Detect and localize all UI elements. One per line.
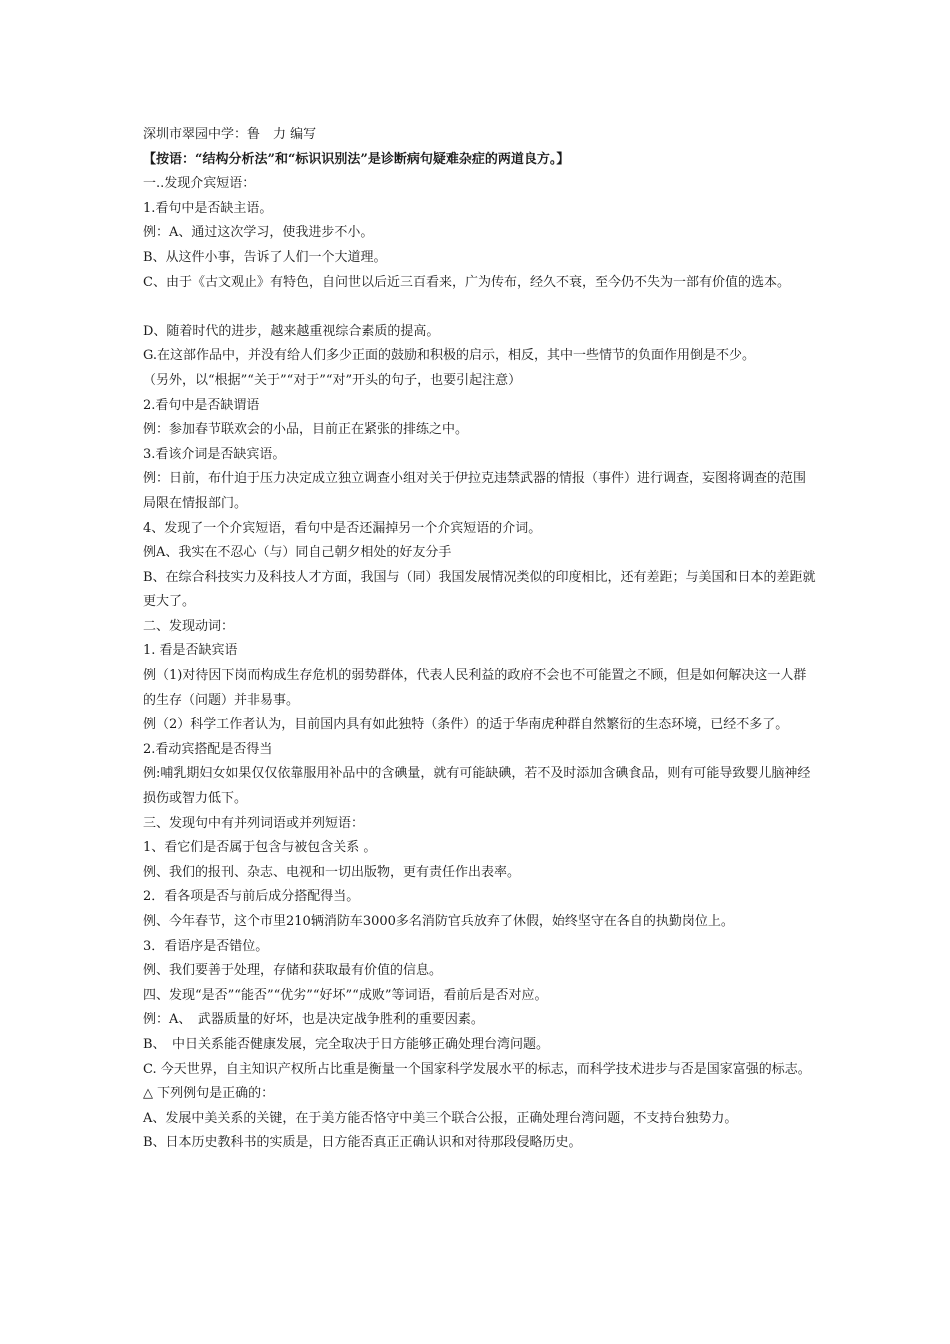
s2-point-2-title: 2.看动宾搭配是否得当 xyxy=(143,741,273,757)
editor-note: 【按语：“结构分析法”和“标识识别法”是诊断病句疑难杂症的两道良方。】 xyxy=(143,151,570,167)
s3-point-1-example: 例、我们的报刊、杂志、电视和一切出版物，更有责任作出表率。 xyxy=(143,864,521,880)
s3-point-2-example: 例、今年春节，这个市里210辆消防车3000多名消防官兵放弃了休假，始终坚守在各自的执勤岗位上。 xyxy=(143,914,734,929)
section-4-heading: 四、发现“是否”“能否”“优劣”“好坏”“成败”等词语，看前后是否对应。 xyxy=(143,987,548,1003)
s1-point-4-example-b: B、在综合科技实力及科技人才方面，我国与（同）我国发展情况类似的印度相比，还有差距；与美国和日本的差距就更大了。 xyxy=(143,569,816,610)
s4-example-c: C. 今天世界，自主知识产权所占比重是衡量一个国家科学发展水平的标志，而科学技术进步与否是国家富强的标志。 xyxy=(143,1061,811,1077)
s2-point-2-example: 例:哺乳期妇女如果仅仅依靠服用补品中的含碘量，就有可能缺碘，若不及时添加含碘食品，则有可能导致婴儿脑神经损伤或智力低下。 xyxy=(143,766,811,807)
s4-example-b: B、 中日关系能否健康发展，完全取决于日方能够正确处理台湾问题。 xyxy=(143,1036,550,1052)
section-3-heading: 三、发现句中有并列词语或并列短语： xyxy=(143,815,365,831)
blank-line xyxy=(143,295,818,320)
s4-example-a: 例：A、 武器质量的好坏，也是决定战争胜利的重要因素。 xyxy=(143,1012,484,1028)
document-body xyxy=(143,123,818,1156)
s2-point-1-example-2: 例（2）科学工作者认为，目前国内具有如此独特（条件）的适于华南虎种群自然繁衍的生态环境，已经不多了。 xyxy=(143,717,789,733)
s1-example-a: 例：A、通过这次学习，使我进步不小。 xyxy=(143,225,374,241)
s1-point-1-title: 1.看句中是否缺主语。 xyxy=(143,200,273,216)
section-1-heading: 一..发现介宾短语： xyxy=(143,176,256,192)
s3-point-3-title: 3．看语序是否错位。 xyxy=(143,938,269,954)
s4-question-option-b: B、日本历史教科书的实质是，日方能否真正正确认识和对待那段侵略历史。 xyxy=(143,1135,582,1151)
s1-example-g: G.在这部作品中，并没有给人们多少正面的鼓励和积极的启示，相反，其中一些情节的负面作用倒是不少。 xyxy=(143,348,756,364)
s1-example-b: B、从这件小事，告诉了人们一个大道理。 xyxy=(143,249,387,265)
s1-point-3-title: 3.看该介词是否缺宾语。 xyxy=(143,446,286,462)
s3-point-1-title: 1、看它们是否属于包含与被包含关系 。 xyxy=(143,840,377,856)
s3-point-2-title: 2．看各项是否与前后成分搭配得当。 xyxy=(143,889,360,905)
s1-point-2-title: 2.看句中是否缺谓语 xyxy=(143,397,260,413)
s1-point-4-title: 4、发现了一个介宾短语，看句中是否还漏掉另一个介宾短语的介词。 xyxy=(143,520,542,536)
s2-point-1-title: 1. 看是否缺宾语 xyxy=(143,643,238,659)
s1-point-1-note: （另外，以“根据”“关于”“对于”“对”开头的句子，也要引起注意） xyxy=(143,372,522,388)
s1-point-2-example: 例：参加春节联欢会的小品，目前正在紧张的排练之中。 xyxy=(143,422,469,438)
s1-point-3-example: 例：日前，布什迫于压力决定成立独立调查小组对关于伊拉克违禁武器的情报（事件）进行调查，妄图将调查的范围局限在情报部门。 xyxy=(143,471,807,511)
s1-point-4-example-a: 例A、我实在不忍心（与）同自己朝夕相处的好友分手 xyxy=(143,545,452,561)
author-line: 深圳市翠园中学：鲁 力 编写 xyxy=(143,127,317,142)
s2-point-1-example-1: 例（1)对待因下岗而构成生存危机的弱势群体，代表人民利益的政府不会也不可能置之不顾，但是如何解决这一人群的生存（问题）并非易事。 xyxy=(143,668,807,708)
s4-question-title: △ 下列例句是正确的： xyxy=(143,1086,275,1102)
section-2-heading: 二、发现动词： xyxy=(143,618,235,634)
s1-example-c: C、由于《古文观止》有特色，自问世以后近三百看来，广为传布，经久不衰，至今仍不失为一部有价值的选本。 xyxy=(143,274,790,290)
s3-point-3-example: 例、我们要善于处理，存储和获取最有价值的信息。 xyxy=(143,963,443,979)
s4-question-option-a: A、发展中美关系的关键，在于美方能否恪守中美三个联合公报，正确处理台湾问题，不支持台独势力。 xyxy=(143,1110,738,1126)
s1-example-d: D、随着时代的进步，越来越重视综合素质的提高。 xyxy=(143,323,440,339)
